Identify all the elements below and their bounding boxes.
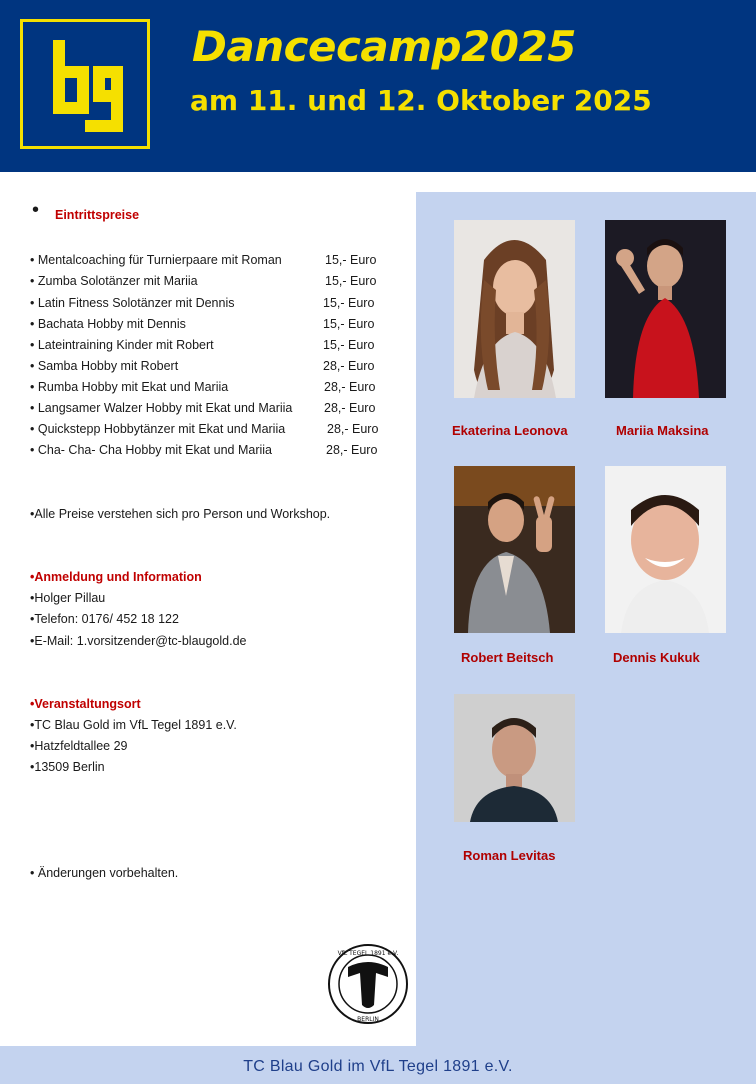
- registration-heading: •Anmeldung und Information: [30, 570, 202, 584]
- header-banner: [0, 0, 756, 172]
- trainer-name: Ekaterina Leonova: [452, 423, 568, 438]
- trainer-photo-robert: [454, 466, 575, 633]
- footer-bar: [0, 1046, 756, 1084]
- venue-line: •13509 Berlin: [30, 760, 105, 774]
- prices-heading: Eintrittspreise: [55, 208, 140, 222]
- venue-line: •Hatzfeldtallee 29: [30, 739, 128, 753]
- disclaimer: • Änderungen vorbehalten.: [30, 866, 179, 880]
- venue-line: •TC Blau Gold im VfL Tegel 1891 e.V.: [30, 718, 237, 732]
- trainer-name: Roman Levitas: [463, 848, 556, 863]
- event-title: Dancecamp2025: [192, 22, 576, 71]
- club-logo: [20, 19, 150, 149]
- svg-text:BERLIN: BERLIN: [357, 1016, 379, 1023]
- trainer-name: Mariia Maksina: [616, 423, 709, 438]
- venue-heading: •Veranstaltungsort: [30, 697, 141, 711]
- trainer-name: Dennis Kukuk: [613, 650, 700, 665]
- trainer-photo-mariia: [605, 220, 726, 398]
- trainer-photo-roman: [454, 694, 575, 822]
- event-date: am 11. und 12. Oktober 2025: [190, 84, 652, 117]
- svg-text:VfL TEGEL 1891 e.V.: VfL TEGEL 1891 e.V.: [337, 950, 399, 957]
- contact-email: •E-Mail: 1.vorsitzender@tc-blaugold.de: [30, 634, 247, 648]
- vfl-tegel-seal: [320, 943, 416, 1025]
- price-note: •Alle Preise verstehen sich pro Person und Workshop.: [30, 507, 331, 521]
- contact-name: •Holger Pillau: [30, 591, 106, 605]
- email-link[interactable]: 1.vorsitzender@tc-blaugold.de: [76, 634, 247, 648]
- trainer-name: Robert Beitsch: [461, 650, 554, 665]
- trainer-photo-dennis: [605, 466, 726, 633]
- bullet-icon: •: [32, 199, 40, 221]
- trainer-photo-ekaterina: [454, 220, 575, 398]
- footer-text: TC Blau Gold im VfL Tegel 1891 e.V.: [243, 1058, 513, 1075]
- contact-phone[interactable]: •Telefon: 0176/ 452 18 122: [30, 612, 179, 626]
